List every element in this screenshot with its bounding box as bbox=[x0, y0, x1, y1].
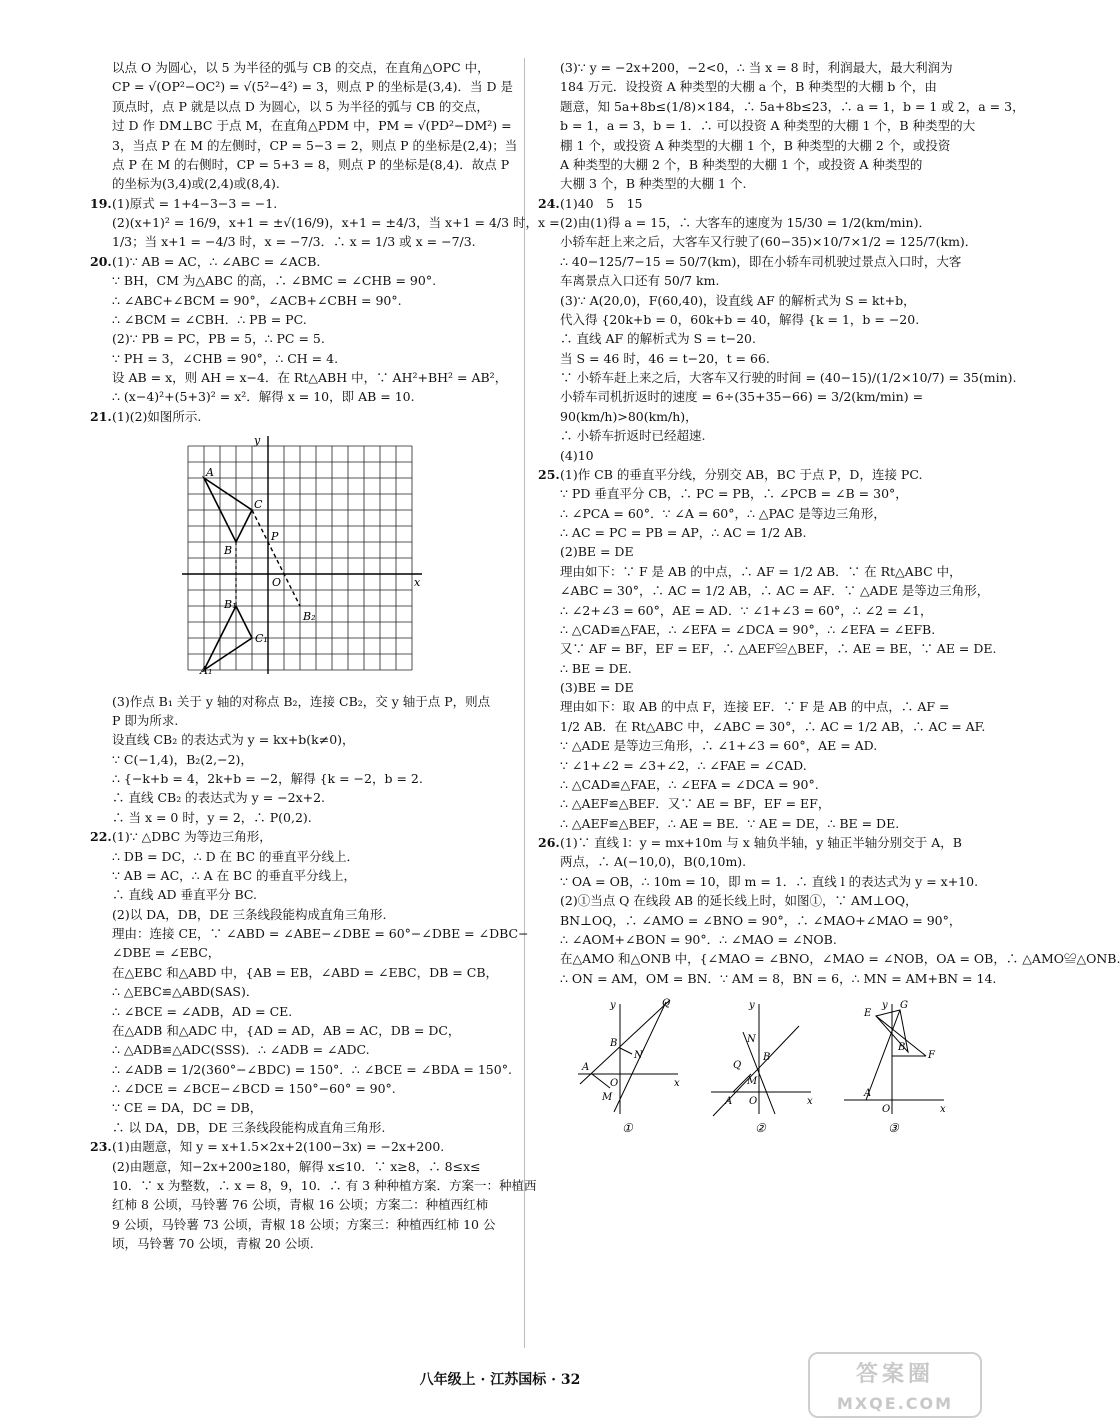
text-line bbox=[92, 1060, 512, 1079]
line-text: ∵ AB = AC，∴ A 在 BC 的垂直平分线上， bbox=[112, 867, 357, 883]
right-column bbox=[538, 58, 1120, 1136]
text-line bbox=[92, 1098, 512, 1117]
text-line bbox=[92, 982, 512, 1001]
line-text: 以点 O 为圆心，以 5 为半径的弧与 CB 的交点，在直角△OPC 中， bbox=[112, 60, 490, 75]
line-text: ∠DBE = ∠EBC， bbox=[112, 945, 221, 961]
figure-1 bbox=[570, 996, 685, 1136]
line-text: ∴ △CAD≌△FAE，∴ ∠EFA = ∠DCA = 90°. bbox=[560, 776, 819, 792]
origin-label: O bbox=[610, 1078, 619, 1089]
watermark-line2: MXQE.COM bbox=[836, 1394, 954, 1414]
text-line bbox=[540, 523, 965, 542]
text-line bbox=[540, 426, 965, 445]
line-text: (1)原式 = 1+4−3−3 = −1. bbox=[112, 195, 278, 211]
origin-label: O bbox=[272, 576, 282, 590]
line-l bbox=[580, 1000, 670, 1084]
text-line bbox=[92, 116, 512, 135]
line-text: ∠ABC = 30°，∴ AC = 1/2 AB，∴ AC = AF．∵ △ADE 是等边三角形， bbox=[560, 583, 990, 599]
line-text: (1)40 5 15 bbox=[560, 195, 643, 211]
line-text: 过 D 作 DM⊥BC 于点 M，在直角△PDM 中，PM = √(PD²−DM²) = bbox=[112, 118, 512, 134]
left-text-top bbox=[90, 58, 560, 426]
line-text: 又∵ AF = BF，EF = EF，∴ △AEF≌△BEF，∴ AE = BE，∵ AE = DE. bbox=[560, 641, 997, 657]
text-line bbox=[92, 847, 512, 866]
line-text: 设直线 CB₂ 的表达式为 y = kx+b(k≠0)， bbox=[112, 732, 355, 748]
line-text: (3)BE = DE bbox=[560, 680, 634, 695]
text-line bbox=[92, 711, 512, 730]
line-text: 184 万元．设投资 A 种类型的大棚 a 个，B 种类型的大棚 b 个，由 bbox=[560, 79, 937, 95]
point-q-label: Q bbox=[733, 1060, 742, 1071]
line-text: ∵ △ADE 是等边三角形，∴ ∠1+∠3 = 60°，AE = AD. bbox=[560, 738, 878, 754]
text-line bbox=[540, 310, 965, 329]
line-text: ∵ 小轿车赶上来之后，大客车又行驶的时间 = (40−15)/(1/2×10/7) = 35(min). bbox=[560, 370, 1017, 385]
text-line bbox=[92, 1079, 512, 1098]
line-text: 理由：连接 CE，∵ ∠ABD = ∠ABE−∠DBE = 60°−∠DBE = ∠DBC− bbox=[112, 926, 529, 941]
question-number: 19. bbox=[90, 195, 112, 211]
text-line bbox=[92, 387, 512, 406]
text-line bbox=[540, 77, 965, 96]
text-line bbox=[540, 387, 965, 406]
text-line bbox=[540, 717, 986, 736]
text-line bbox=[92, 310, 512, 329]
text-line bbox=[540, 872, 979, 891]
point-a-label: A bbox=[206, 466, 214, 480]
text-line bbox=[92, 885, 512, 904]
line-text: ∴ ∠ABC+∠BCM = 90°，∠ACB+∠CBH = 90°. bbox=[112, 292, 402, 308]
figure-caption: ② bbox=[755, 1121, 766, 1135]
text-line bbox=[92, 155, 512, 174]
line-text: (1)(2)如图所示. bbox=[112, 408, 202, 424]
text-line bbox=[92, 788, 512, 807]
point-m-label: M bbox=[747, 1076, 758, 1087]
text-line bbox=[92, 407, 512, 426]
line-text: 1/2 AB．在 Rt△ABC 中，∠ABC = 30°，∴ AC = 1/2 AB，∴ AC = AF. bbox=[560, 718, 986, 734]
text-line bbox=[92, 232, 512, 251]
text-line bbox=[92, 1234, 512, 1253]
text-line bbox=[92, 866, 512, 885]
right-text bbox=[538, 58, 1120, 988]
line-text: 点 P 在 M 的右侧时，CP = 5+3 = 8，则点 P 的坐标是(8,4)．故点 P bbox=[112, 156, 510, 172]
point-a-label: A bbox=[725, 1096, 733, 1107]
text-line bbox=[92, 808, 512, 827]
text-line bbox=[92, 692, 512, 711]
point-f-label: F bbox=[928, 1050, 935, 1061]
line-text: (4)10 bbox=[560, 447, 594, 463]
text-line bbox=[540, 232, 978, 251]
text-line bbox=[92, 194, 512, 213]
text-line bbox=[540, 601, 965, 620]
line-text: A 种类型的大棚 2 个，B 种类型的大棚 1 个，或投资 A 种类型的 bbox=[560, 156, 923, 172]
text-line bbox=[92, 174, 512, 193]
line-text: ∵ PD 垂直平分 CB，∴ PC = PB，∴ ∠PCB = ∠B = 30°， bbox=[560, 486, 908, 502]
line-text: 1/3；当 x+1 = −4/3 时，x = −7/3．∴ x = 1/3 或 x = −7/3. bbox=[112, 234, 476, 250]
figures-row bbox=[570, 996, 965, 1136]
line-text: BN⊥OQ，∴ ∠AMO = ∠BNO = 90°，∴ ∠MAO+∠MAO = 90°， bbox=[560, 912, 962, 928]
line-text: (1)∵ △DBC 为等边三角形， bbox=[112, 829, 272, 845]
line-text: ∴ ON = AM，OM = BN．∵ AM = 8，BN = 6，∴ MN = AM+BN = 14. bbox=[560, 970, 997, 986]
text-line bbox=[540, 504, 965, 523]
text-line bbox=[92, 252, 512, 271]
figure-3 bbox=[836, 996, 951, 1136]
text-line bbox=[540, 174, 965, 193]
text-line bbox=[92, 1195, 512, 1214]
line-text: (1)由题意，知 y = x+1.5×2x+2(100−3x) = −2x+200. bbox=[112, 1139, 445, 1155]
line-text: 在△AMO 和△ONB 中，{∠MAO = ∠BNO，∠MAO = ∠NOB，OA = OB，∴ △AMO≌△ONB. bbox=[560, 951, 1120, 967]
question-number: 20. bbox=[90, 253, 112, 269]
question-number: 26. bbox=[538, 835, 560, 850]
text-line bbox=[92, 1118, 512, 1137]
text-line bbox=[540, 252, 965, 271]
line-text: ∴ △AEF≌△BEF，∴ AE = BE．∵ AE = DE，∴ BE = DE. bbox=[560, 815, 900, 831]
question-number: 25. bbox=[538, 466, 560, 482]
text-line bbox=[92, 97, 512, 116]
line-text: ∴ ∠ADB = 1/2(360°−∠BDC) = 150°．∴ ∠BCE = ∠BDA = 150°. bbox=[112, 1061, 512, 1077]
line-text: ∵ PH = 3，∠CHB = 90°，∴ CH = 4. bbox=[112, 350, 339, 366]
line-text: ∵ OA = OB，∴ 10m = 10，即 m = 1．∴ 直线 l 的表达式为 y = x+10. bbox=[560, 873, 979, 889]
point-n-label: N bbox=[747, 1034, 756, 1045]
line-text: 在△ADB 和△ADC 中，{AD = AD，AB = AC，DB = DC， bbox=[112, 1022, 461, 1038]
x-axis-label: x bbox=[940, 1104, 946, 1115]
line-text: ∴ △ADB≌△ADC(SSS)．∴ ∠ADB = ∠ADC. bbox=[112, 1042, 370, 1058]
point-b-label: B bbox=[610, 1038, 618, 1049]
point-q-label: Q bbox=[662, 998, 671, 1009]
text-line bbox=[540, 697, 965, 716]
text-line bbox=[92, 1021, 512, 1040]
point-a-label: A bbox=[582, 1062, 590, 1073]
text-line bbox=[540, 542, 965, 561]
text-line bbox=[540, 659, 965, 678]
line-text: 的坐标为(3,4)或(2,4)或(8,4). bbox=[112, 176, 280, 192]
text-line bbox=[92, 1157, 512, 1176]
line-text: ∵ CE = DA，DC = DB， bbox=[112, 1100, 263, 1116]
text-line bbox=[92, 750, 512, 769]
text-line bbox=[92, 77, 512, 96]
text-line bbox=[92, 136, 518, 155]
line-text: (2)由(1)得 a = 15，∴ 大客车的速度为 15/30 = 1/2(km/min)． bbox=[560, 215, 931, 230]
segment-am bbox=[592, 1074, 610, 1088]
text-line bbox=[92, 963, 512, 982]
line-text: ∵ C(−1,4)，B₂(2,−2)， bbox=[112, 751, 253, 767]
line-text: ∴ ∠DCE = ∠BCE−∠BCD = 150°−60° = 90°. bbox=[112, 1081, 396, 1096]
text-line bbox=[92, 943, 512, 962]
text-line bbox=[540, 407, 965, 426]
line-text: ∴ ∠2+∠3 = 60°，AE = AD．∵ ∠1+∠3 = 60°，∴ ∠2 = ∠1， bbox=[560, 602, 933, 618]
text-line bbox=[540, 484, 965, 503]
question-number: 22. bbox=[90, 829, 112, 845]
line-text: ∴ ∠AOM+∠BON = 90°．∴ ∠MAO = ∠NOB. bbox=[560, 931, 837, 947]
text-line bbox=[540, 775, 965, 794]
text-line bbox=[540, 155, 965, 174]
line-text: ∴ 当 x = 0 时，y = 2，∴ P(0,2). bbox=[112, 809, 312, 825]
text-line bbox=[92, 1176, 537, 1195]
text-line bbox=[92, 271, 512, 290]
text-line bbox=[92, 213, 560, 232]
text-line bbox=[540, 97, 1025, 116]
figure-caption: ③ bbox=[888, 1121, 899, 1135]
text-line bbox=[540, 329, 965, 348]
line-text: b = 1，a = 3，b = 1．∴ 可以投资 A 种类型的大棚 1 个，B 种类型的大 bbox=[560, 118, 976, 134]
text-line bbox=[540, 639, 997, 658]
text-line bbox=[540, 581, 990, 600]
point-b-label: B bbox=[763, 1052, 771, 1063]
line-text: ∴ 直线 AD 垂直平分 BC. bbox=[112, 887, 257, 903]
y-axis-label: y bbox=[610, 1000, 616, 1011]
point-c1-label: C₁ bbox=[255, 632, 268, 646]
watermark-line1: 答案圈 bbox=[855, 1362, 934, 1387]
watermark-logo bbox=[808, 1352, 982, 1418]
line-text: 题意，知 5a+8b≤(1/8)×184，∴ 5a+8b≤23，∴ a = 1，b = 1 或 2，a = 3， bbox=[560, 98, 1025, 114]
line-text: 理由如下：取 AB 的中点 F，连接 EF．∵ F 是 AB 的中点，∴ AF = bbox=[560, 699, 950, 715]
line-text: ∴ ∠PCA = 60°．∵ ∠A = 60°，∴ △PAC 是等边三角形， bbox=[560, 505, 886, 521]
text-line bbox=[540, 620, 965, 639]
line-text: 顶点时，点 P 就是以点 D 为圆心，以 5 为半径的弧与 CB 的交点， bbox=[112, 98, 489, 114]
line-text: ∴ △AEF≌△BEF．又∵ AE = BF，EF = EF， bbox=[560, 796, 831, 812]
text-line bbox=[92, 924, 529, 943]
line-text: 10．∵ x 为整数，∴ x = 8，9，10．∴ 有 3 种种植方案．方案一：种植西 bbox=[112, 1177, 537, 1193]
column-divider bbox=[524, 58, 525, 1348]
segment-bn bbox=[620, 1048, 632, 1054]
text-line bbox=[540, 194, 965, 213]
line-text: ∵ BH，CM 为△ABC 的高，∴ ∠BMC = ∠CHB = 90°. bbox=[112, 273, 437, 289]
page-footer: 八年级上 · 江苏国标 · 32 bbox=[419, 1372, 581, 1388]
line-text: ∴ (x−4)²+(5+3)² = x²．解得 x = 10，即 AB = 10. bbox=[112, 389, 415, 405]
text-line bbox=[540, 349, 965, 368]
text-line bbox=[540, 756, 965, 775]
text-line bbox=[92, 291, 512, 310]
text-line bbox=[540, 213, 965, 232]
line-text: 小轿车司机折返时的速度 = 6÷(35+35−66) = 3/2(km/min) = bbox=[560, 389, 924, 405]
line-text: ∴ 小轿车折返时已经超速. bbox=[560, 428, 706, 444]
line-text: (2)由题意，知−2x+200≥180，解得 x≤10．∵ x≥8，∴ 8≤x≤ bbox=[112, 1158, 481, 1174]
question-number: 21. bbox=[90, 408, 112, 424]
text-line bbox=[540, 562, 965, 581]
line-text: 在△EBC 和△ABD 中，{AB = EB，∠ABD = ∠EBC，DB = CB， bbox=[112, 964, 498, 980]
line-text: ∴ DB = DC，∴ D 在 BC 的垂直平分线上． bbox=[112, 848, 359, 864]
point-b1-label: B₁ bbox=[224, 598, 237, 612]
x-axis-label: x bbox=[674, 1078, 680, 1089]
text-line bbox=[540, 814, 965, 833]
text-line bbox=[540, 678, 965, 697]
line-text: (1)∵ AB = AC，∴ ∠ABC = ∠ACB. bbox=[112, 253, 321, 269]
line-text: CP = √(OP²−OC²) = √(5²−4²) = 3，则点 P 的坐标是(3,4)．当 D 是 bbox=[112, 79, 513, 95]
text-line bbox=[92, 827, 512, 846]
line-text: (3)作点 B₁ 关于 y 轴的对称点 B₂，连接 CB₂，交 y 轴于点 P，则点 bbox=[112, 693, 491, 709]
figure-caption: ① bbox=[622, 1121, 633, 1135]
point-n-label: N bbox=[634, 1050, 643, 1061]
line-text: 大棚 3 个，B 种类型的大棚 1 个. bbox=[560, 176, 747, 192]
text-line bbox=[540, 116, 976, 135]
line-text: ∴ ∠BCM = ∠CBH．∴ PB = PC. bbox=[112, 311, 307, 327]
text-line bbox=[540, 736, 965, 755]
point-b-label: B bbox=[898, 1042, 906, 1053]
text-line bbox=[92, 730, 512, 749]
line-text: ∵ ∠1+∠2 = ∠3+∠2，∴ ∠FAE = ∠CAD. bbox=[560, 757, 807, 773]
x-axis-label: x bbox=[414, 576, 421, 590]
left-text-bottom bbox=[90, 692, 537, 1254]
text-line bbox=[540, 368, 1017, 387]
line-text: 顷，马铃薯 70 公顷，青椒 20 公顷. bbox=[112, 1236, 314, 1251]
line-text: ∴ {−k+b = 4，2k+b = −2，解得 {k = −2，b = 2. bbox=[112, 771, 423, 786]
text-line bbox=[92, 58, 512, 77]
point-a-label: A bbox=[864, 1088, 872, 1099]
line-text: 9 公顷，马铃薯 73 公顷，青椒 18 公顷；方案三：种植西红柿 10 公 bbox=[112, 1216, 496, 1232]
text-line bbox=[540, 833, 965, 852]
line-text: ∴ △CAD≌△FAE，∴ ∠EFA = ∠DCA = 90°，∴ ∠EFA = ∠EFB. bbox=[560, 621, 936, 637]
text-line bbox=[92, 1040, 512, 1059]
line-text: (3)∵ y = −2x+200，−2<0，∴ 当 x = 8 时，利润最大，最大利润为 bbox=[560, 60, 953, 75]
line-text: (3)∵ A(20,0)，F(60,40)，设直线 AF 的解析式为 S = kt+b， bbox=[560, 292, 916, 308]
text-line bbox=[540, 930, 965, 949]
point-b-label: B bbox=[224, 544, 233, 558]
text-line bbox=[540, 446, 965, 465]
point-c-label: C bbox=[254, 498, 263, 512]
text-line bbox=[540, 794, 965, 813]
line-text: 车离景点入口还有 50/7 km. bbox=[560, 273, 720, 289]
point-g-label: G bbox=[900, 1000, 908, 1011]
line-text: 棚 1 个，或投资 A 种类型的大棚 1 个，B 种类型的大棚 2 个，或投资 bbox=[560, 137, 951, 153]
text-line bbox=[540, 911, 965, 930]
line-text: ∴ AC = PC = PB = AP，∴ AC = 1/2 AB. bbox=[560, 525, 807, 540]
text-line bbox=[540, 465, 965, 484]
point-m-label: M bbox=[602, 1092, 613, 1103]
coordinate-grid-figure bbox=[180, 432, 512, 687]
figure-2 bbox=[703, 996, 818, 1136]
line-text: ∴ BE = DE. bbox=[560, 660, 632, 676]
text-line bbox=[92, 769, 512, 788]
question-number: 23. bbox=[90, 1139, 112, 1155]
line-text: 理由如下：∵ F 是 AB 的中点，∴ AF = 1/2 AB．∵ 在 Rt△ABC 中， bbox=[560, 563, 962, 579]
text-line bbox=[540, 291, 965, 310]
line-text: (2)①当点 Q 在线段 AB 的延长线上时，如图①，∵ AM⊥OQ， bbox=[560, 893, 918, 909]
x-axis-label: x bbox=[807, 1096, 813, 1107]
origin-label: O bbox=[882, 1104, 891, 1115]
text-line bbox=[540, 852, 965, 871]
line-text: 3，当点 P 在 M 的左侧时，CP = 5−3 = 2，则点 P 的坐标是(2,4)；当 bbox=[112, 137, 518, 153]
line-text: ∴ △EBC≌△ABD(SAS)． bbox=[112, 984, 259, 1000]
text-line bbox=[92, 1137, 512, 1156]
line-text: (2)∵ PB = PC，PB = 5，∴ PC = 5. bbox=[112, 331, 325, 347]
text-line bbox=[540, 136, 965, 155]
line-text: ∴ ∠BCE = ∠ADB，AD = CE. bbox=[112, 1003, 293, 1019]
line-text: (1)作 CB 的垂直平分线，分别交 AB，BC 于点 P，D，连接 PC. bbox=[560, 466, 923, 482]
line-text: 90(km/h)>80(km/h)， bbox=[560, 408, 698, 424]
line-text: 两点，∴ A(−10,0)，B(0,10m). bbox=[560, 854, 747, 870]
text-line bbox=[92, 1002, 512, 1021]
text-line bbox=[540, 949, 1120, 968]
line-text: ∴ 40−125/7−15 = 50/7(km)，即在小轿车司机驶过景点入口时，大客 bbox=[560, 253, 962, 269]
text-line bbox=[92, 905, 512, 924]
question-number: 24. bbox=[538, 195, 560, 211]
grid-svg bbox=[180, 432, 420, 682]
line-text: ∴ 直线 CB₂ 的表达式为 y = −2x+2. bbox=[112, 790, 326, 806]
line-text: 小轿车赶上来之后，大客车又行驶了(60−35)×10/7×1/2 = 125/7(km)． bbox=[560, 234, 978, 250]
text-line bbox=[92, 1215, 512, 1234]
line-text: P 即为所求. bbox=[112, 712, 179, 728]
line-text: (2)以 DA，DB，DE 三条线段能构成直角三角形. bbox=[112, 906, 387, 922]
line-text: ∴ 直线 AF 的解析式为 S = t−20. bbox=[560, 331, 756, 347]
line-text: 当 S = 46 时，46 = t−20，t = 66. bbox=[560, 350, 770, 366]
line-text: (2)BE = DE bbox=[560, 544, 634, 560]
line-text: ∴ 以 DA，DB，DE 三条线段能构成直角三角形. bbox=[112, 1119, 386, 1135]
y-axis-label: y bbox=[254, 434, 261, 448]
point-p-label: P bbox=[271, 530, 279, 544]
text-line bbox=[92, 368, 512, 387]
point-e-label: E bbox=[864, 1008, 872, 1019]
text-line bbox=[540, 969, 997, 988]
text-line bbox=[540, 891, 965, 910]
line-text: 设 AB = x，则 AH = x−4．在 Rt△ABH 中，∵ AH²+BH² = AB²， bbox=[112, 370, 508, 385]
origin-label: O bbox=[749, 1096, 758, 1107]
point-b2-label: B₂ bbox=[303, 610, 316, 624]
y-axis-label: y bbox=[882, 1000, 888, 1011]
line-text: (2)(x+1)² = 16/9，x+1 = ±√(16/9)，x+1 = ±4/3，当 x+1 = 4/3 时，x = bbox=[112, 215, 560, 230]
text-line bbox=[540, 58, 965, 77]
text-line bbox=[92, 329, 512, 348]
line-text: 代入得 {20k+b = 0，60k+b = 40，解得 {k = 1，b = −20. bbox=[560, 311, 920, 327]
y-axis-label: y bbox=[749, 1000, 755, 1011]
line-text: 红柿 8 公顷，马铃薯 76 公顷，青椒 16 公顷；方案二：种植西红柿 bbox=[112, 1197, 489, 1213]
text-line bbox=[540, 271, 965, 290]
point-a1-label: A₁ bbox=[200, 664, 213, 678]
line-text: (1)∵ 直线 l：y = mx+10m 与 x 轴负半轴，y 轴正半轴分别交于 A，B bbox=[560, 835, 962, 850]
text-line bbox=[92, 349, 512, 368]
